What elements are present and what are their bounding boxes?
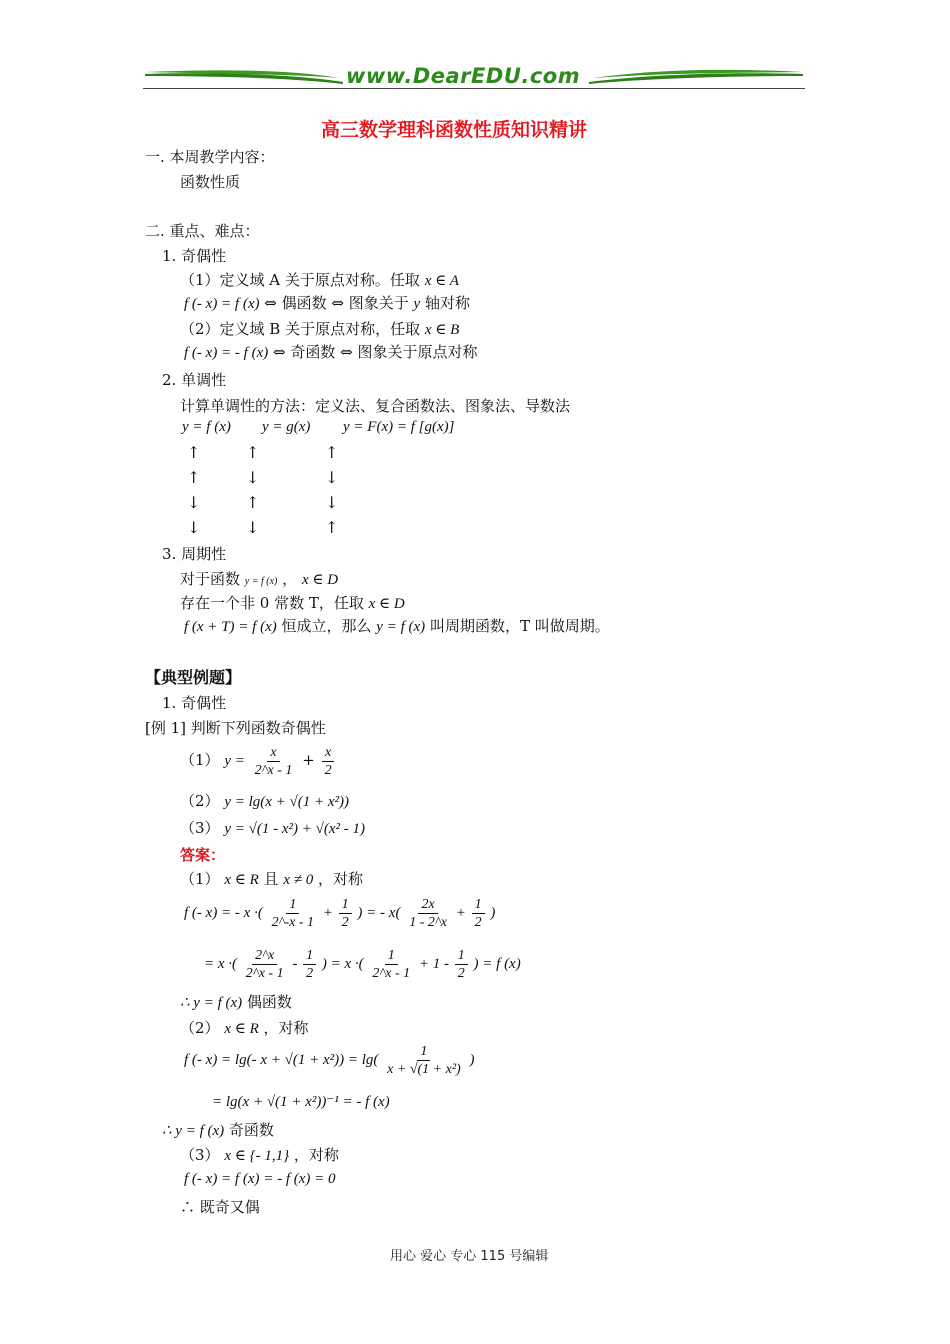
arrow-r1-c3: ↑ [325,443,339,462]
answer-2-label: （2） [180,1019,220,1037]
problem-1-frac-1 [252,744,296,779]
arrow-r4-c3: ↑ [325,518,339,537]
monotonicity-methods: 计算单调性的方法：定义法、复合函数法、图象法、导数法 [180,397,571,415]
problem-1-frac-2-den: 2 [324,762,332,778]
answer-1-line-1-frac-4-den: 2 [474,915,482,931]
answer-1-line-1: f (- x) = - x ·( $\frac{1}{2\^{}-x - 1}$ + $\frac{1}{2}$ ) = - x( $\frac{2x}{1 - 2\^{}x}$ + $\frac{1}{2}$ ) [184,897,496,931]
answer-1-line-2-frac-4 [455,947,468,982]
answer-1-line-1-frac-3 [406,896,450,931]
problem-1-y: y = [224,753,245,769]
answer-2-line-1-frac-den: x + √(1 + x²) [387,1062,461,1078]
answer-3-line-1: f (- x) = f (x) = - f (x) = 0 [184,1171,336,1187]
arrow-r1-c2: ↑ [246,443,260,462]
answer-3-tail: ，对称 [293,1146,339,1164]
answer-1-line-1-lhs: f (- x) = - x ·( [184,905,263,921]
periodicity-line1 [180,570,338,591]
parity-odd-rule [184,343,477,362]
periodicity-line1-text: 对于函数 [180,570,241,588]
parity-odd-def-math: x ∈ B [424,322,460,338]
periodicity-line3-text: 恒成立，那么 [281,617,372,635]
answer-1-conclusion-math: ∴ y = f (x) [180,995,243,1011]
arrow-r2-c2: ↓ [246,468,260,487]
answer-1-line-2-frac-2-num: 1 [303,947,316,965]
answer-1-line-1-frac-2-num: 1 [339,896,352,914]
arrow-r2-c1: ↑ [187,468,201,487]
answer-1-line-2: = x ·( $\frac{2\^{}x}{2\^{}x - 1}$ - $\frac{1}{2}$ ) = x ·( $\frac{1}{2\^{}x - 1}$ + 1 - $\frac{1}{2}$ ) = f (x) [204,948,521,982]
parity-odd-rule-math: f (- x) = - f (x) [184,345,269,361]
arrow-r3-c1: ↓ [187,493,201,512]
answer-2-domain [180,1019,309,1038]
answer-1-line-2-frac-1-den: 2^x - 1 [245,966,284,982]
periodicity-line1-small-math: y = f (x) [244,576,278,587]
answer-3-domain [180,1146,339,1165]
answer-2-line-2: = lg(x + √(1 + x²))⁻¹ = - f (x) [212,1094,390,1110]
answer-1-line-2-frac-1 [243,947,287,982]
parity-even-rule-y: y [413,296,421,312]
answer-1-line-1-frac-1-den: 2^-x - 1 [271,915,315,931]
problem-1-frac-1-den: 2^x - 1 [254,762,293,778]
parity-even-rule-text: ⇔ 偶函数 ⇔ 图象关于 [264,294,409,312]
page-footer: 用心 爱心 专心 115 号编辑 [390,1249,549,1264]
answer-2-line-1-text: f (- x) = lg(- x + √(1 + x²)) = lg( [184,1052,379,1068]
periodicity-line2-text: 存在一个非 0 常数 T，任取 [180,594,364,612]
answer-1-text: 且 [263,870,279,888]
answer-1-line-2-frac-4-num: 1 [455,947,468,965]
problem-1-label: （1） [180,751,220,769]
parity-even-def-math: x ∈ A [424,273,459,289]
answer-2-tail: ，对称 [263,1019,309,1037]
answer-3-math: x ∈ {- 1,1} [224,1148,290,1164]
answer-1-line-1-frac-3-den: 1 - 2^x [409,915,447,931]
periodicity-line3-math: f (x + T) = f (x) [184,619,277,635]
arrow-r1-c1: ↑ [187,443,201,462]
parity-even-rule [184,294,470,313]
problem-2-math: y = lg(x + √(1 + x²)) [224,794,350,810]
periodicity-line2 [180,594,405,613]
answer-2-conclusion [162,1121,274,1140]
answer-2-conclusion-text: 奇函数 [228,1121,274,1139]
problem-2-label: （2） [180,792,220,810]
arrow-r2-c3: ↓ [325,468,339,487]
answer-1-line-2-mid2: + 1 - [418,956,450,972]
monotonicity-f2: y = g(x) [262,419,311,435]
answer-1-tail: ，对称 [318,870,364,888]
periodicity-line3-tail: 叫周期函数，T 叫做周期。 [429,617,610,635]
answer-1-line-1-frac-4 [472,896,485,931]
examples-heading: 【典型例题】 [145,668,242,687]
answer-1-line-1-frac-2 [339,896,352,931]
arrow-r4-c1: ↓ [187,518,201,537]
answer-1-line-1-plus: + [322,905,333,921]
periodicity-line3-math2: y = f (x) [376,619,426,635]
answer-1-line-1-plus-2: + [455,905,466,921]
answer-1-conclusion-text: 偶函数 [246,993,292,1011]
monotonicity-f3: y = F(x) = f [g(x)] [343,419,455,435]
answer-1-line-1-frac-1-num: 1 [286,896,299,914]
answer-1-line-2-frac-3-num: 1 [385,947,398,965]
answer-1-math2: x ≠ 0 [283,872,314,888]
answer-1-line-2-frac-1-num: 2^x [252,947,277,965]
answer-1-line-2-end: ) = f (x) [473,956,521,972]
problem-2 [180,792,349,811]
answer-1-line-2-lhs: = x ·( [204,956,238,972]
answer-1-line-2-frac-2-den: 2 [306,966,314,982]
problem-3 [180,819,365,838]
problem-1-frac-1-num: x [267,744,279,762]
answer-2-line-1: f (- x) = lg(- x + √(1 + x²)) = lg( $\frac{1}{\text{x + √(1 + x²)}}$ ) [184,1044,475,1078]
answer-3-conclusion: ∴ 既奇又偶 [180,1198,260,1216]
answer-label: 答案： [180,846,226,864]
answer-1-line-2-frac-3-den: 2^x - 1 [372,966,411,982]
answer-1-domain [180,870,363,889]
example-1-heading: [例 1] 判断下列函数奇偶性 [145,719,326,737]
problem-1-plus: + [302,751,315,769]
answer-2-math: x ∈ R [224,1021,259,1037]
parity-even-rule-tail: 轴对称 [424,294,470,312]
section-1-heading: 一. 本周教学内容： [145,148,275,166]
site-logo[interactable]: www.DearEDU.com [346,64,581,88]
arrow-r3-c2: ↑ [246,493,260,512]
answer-1-conclusion [180,993,292,1012]
parity-odd-def [180,320,459,339]
answer-3-label: （3） [180,1146,220,1164]
answer-2-line-1-frac [384,1043,464,1078]
problem-3-math: y = √(1 - x²) + √(x² - 1) [224,821,365,837]
answer-1-math: x ∈ R [224,872,259,888]
parity-even-def-text: （1）定义域 A 关于原点对称。任取 [180,271,420,289]
item-periodicity-heading: 3. 周期性 [162,545,227,563]
examples-parity-heading: 1. 奇偶性 [162,694,227,712]
problem-3-label: （3） [180,819,220,837]
header-divider [143,88,805,89]
answer-1-line-2-mid: ) = x ·( [321,956,364,972]
answer-1-line-1-frac-2-den: 2 [341,915,349,931]
answer-1-line-1-frac-3-num: 2x [418,896,437,914]
answer-1-label: （1） [180,870,220,888]
arrow-r4-c2: ↓ [246,518,260,537]
parity-odd-def-text: （2）定义域 B 关于原点对称，任取 [180,320,421,338]
arrow-r3-c3: ↓ [325,493,339,512]
answer-2-line-1-frac-num: 1 [417,1043,430,1061]
answer-1-line-1-mid: ) = - x( [357,905,401,921]
periodicity-line1-math: x ∈ D [301,572,339,588]
item-monotonicity-heading: 2. 单调性 [162,371,227,389]
parity-even-def [180,271,459,290]
answer-1-line-2-frac-3 [369,947,413,982]
section-2-heading: 二. 重点、难点： [145,222,260,240]
periodicity-line1-comma: ， [282,570,298,588]
problem-1 [180,740,337,781]
section-1-body: 函数性质 [180,173,241,191]
parity-even-rule-math: f (- x) = f (x) [184,296,260,312]
answer-2-conclusion-math: ∴ y = f (x) [162,1123,225,1139]
monotonicity-f1: y = f (x) [182,419,231,435]
problem-1-frac-2-num: x [322,744,334,762]
item-parity-heading: 1. 奇偶性 [162,247,227,265]
periodicity-line3 [184,617,610,636]
periodicity-line2-math: x ∈ D [368,596,405,612]
answer-1-line-1-frac-1 [269,896,317,931]
answer-1-line-2-frac-4-den: 2 [457,966,465,982]
parity-odd-rule-text: ⇔ 奇函数 ⇔ 图象关于原点对称 [273,343,478,361]
answer-1-line-2-frac-2 [303,947,316,982]
page-title: 高三数学理科函数性质知识精讲 [321,119,588,141]
answer-1-line-1-frac-4-num: 1 [472,896,485,914]
problem-1-frac-2 [322,744,335,779]
